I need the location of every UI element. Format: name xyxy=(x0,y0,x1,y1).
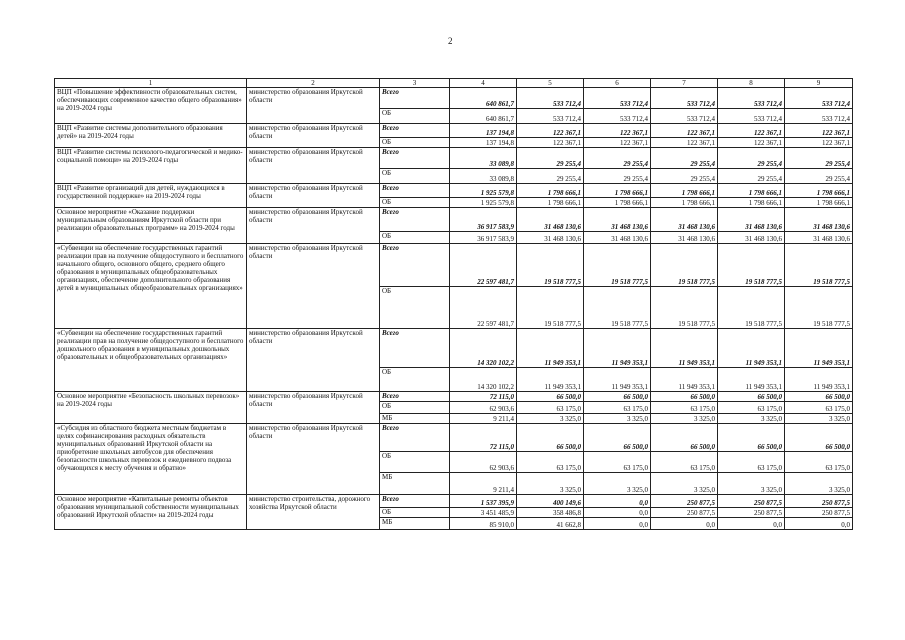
column-number-row xyxy=(55,79,853,88)
amount-cell: 66 500,0 xyxy=(651,392,718,402)
amount-cell: 33 089,8 xyxy=(450,169,517,184)
executor-cell: министерство образования Иркутской области xyxy=(247,208,380,244)
amount-cell: 22 597 481,7 xyxy=(450,244,517,287)
amount-cell: 3 325,0 xyxy=(785,414,853,424)
executor-cell: министерство образования Иркутской области xyxy=(247,424,380,495)
amount-cell: 29 255,4 xyxy=(785,148,853,169)
funding-source-cell: Всего xyxy=(380,329,450,368)
amount-cell: 250 877,5 xyxy=(785,508,853,518)
funding-source-cell: Всего xyxy=(380,208,450,232)
column-number: 7 xyxy=(651,79,718,88)
amount-cell: 31 468 130,6 xyxy=(651,232,718,244)
amount-cell: 533 712,4 xyxy=(584,109,651,124)
program-name-cell: ВЦП «Повышение эффективности образовательных систем, обеспечивающих современное качество общего образования» на 2019-2024 годы xyxy=(55,88,247,124)
executor-cell: министерство строительства, дорожного хозяйства Иркутской области xyxy=(247,495,380,530)
funding-source-cell: Всего xyxy=(380,244,450,287)
executor-cell: министерство образования Иркутской области xyxy=(247,184,380,208)
funding-source-cell: МБ xyxy=(380,414,450,424)
executor-cell: министерство образования Иркутской области xyxy=(247,88,380,124)
executor-cell: министерство образования Иркутской области xyxy=(247,392,380,424)
funding-source-cell: ОБ xyxy=(380,138,450,148)
amount-cell: 3 325,0 xyxy=(517,414,584,424)
amount-cell: 1 925 579,8 xyxy=(450,198,517,208)
amount-cell: 11 949 353,1 xyxy=(584,329,651,368)
amount-cell: 62 903,6 xyxy=(450,402,517,414)
funding-source-cell: МБ xyxy=(380,473,450,495)
funding-source-cell: ОБ xyxy=(380,169,450,184)
amount-cell: 33 089,8 xyxy=(450,148,517,169)
amount-cell: 31 468 130,6 xyxy=(718,232,785,244)
amount-cell: 11 949 353,1 xyxy=(651,329,718,368)
amount-cell: 19 518 777,5 xyxy=(517,287,584,329)
table-row xyxy=(55,329,853,368)
amount-cell: 0,0 xyxy=(785,518,853,530)
amount-cell: 29 255,4 xyxy=(785,169,853,184)
amount-cell: 31 468 130,6 xyxy=(517,232,584,244)
funding-source-cell: Всего xyxy=(380,88,450,109)
amount-cell: 3 325,0 xyxy=(517,473,584,495)
amount-cell: 0,0 xyxy=(584,518,651,530)
program-name-cell: «Субвенции на обеспечение государственных гарантий реализации прав на получение общедоступного и бесплатного начального общего, основного общего, среднего общего образования в муниципальных общеобразовательных организациях, обеспечение дополнительного образования детей в муниципальных общеобразовательных организациях» xyxy=(55,244,247,329)
amount-cell: 1 798 666,1 xyxy=(517,198,584,208)
table-row xyxy=(55,424,853,452)
amount-cell: 1 798 666,1 xyxy=(651,184,718,198)
amount-cell: 250 877,5 xyxy=(651,495,718,508)
amount-cell: 122 367,1 xyxy=(651,138,718,148)
page-number: 2 xyxy=(448,36,453,46)
program-name-cell: Основное мероприятие «Оказание поддержки муниципальным образованиям Иркутской области при реализации образовательных программ» на 2019-2024 годы xyxy=(55,208,247,244)
amount-cell: 9 211,4 xyxy=(450,414,517,424)
funding-source-cell: ОБ xyxy=(380,232,450,244)
amount-cell: 11 949 353,1 xyxy=(785,368,853,392)
table-row xyxy=(55,208,853,232)
amount-cell: 0,0 xyxy=(651,518,718,530)
amount-cell: 3 325,0 xyxy=(651,473,718,495)
amount-cell: 29 255,4 xyxy=(517,148,584,169)
amount-cell: 11 949 353,1 xyxy=(785,329,853,368)
amount-cell: 66 500,0 xyxy=(517,392,584,402)
amount-cell: 122 367,1 xyxy=(584,124,651,138)
amount-cell: 19 518 777,5 xyxy=(651,244,718,287)
amount-cell: 1 798 666,1 xyxy=(785,198,853,208)
funding-source-cell: ОБ xyxy=(380,368,450,392)
column-number: 6 xyxy=(584,79,651,88)
amount-cell: 533 712,4 xyxy=(584,88,651,109)
amount-cell: 122 367,1 xyxy=(517,124,584,138)
amount-cell: 1 798 666,1 xyxy=(517,184,584,198)
amount-cell: 358 486,8 xyxy=(517,508,584,518)
amount-cell: 1 798 666,1 xyxy=(584,198,651,208)
amount-cell: 63 175,0 xyxy=(718,452,785,473)
amount-cell: 122 367,1 xyxy=(785,138,853,148)
amount-cell: 36 917 583,9 xyxy=(450,232,517,244)
amount-cell: 533 712,4 xyxy=(651,109,718,124)
amount-cell: 31 468 130,6 xyxy=(584,208,651,232)
funding-source-cell: Всего xyxy=(380,392,450,402)
amount-cell: 19 518 777,5 xyxy=(785,244,853,287)
amount-cell: 36 917 583,9 xyxy=(450,208,517,232)
amount-cell: 250 877,5 xyxy=(718,495,785,508)
amount-cell: 3 325,0 xyxy=(718,473,785,495)
amount-cell: 63 175,0 xyxy=(584,452,651,473)
amount-cell: 66 500,0 xyxy=(785,424,853,452)
amount-cell: 533 712,4 xyxy=(785,109,853,124)
column-number: 4 xyxy=(450,79,517,88)
amount-cell: 66 500,0 xyxy=(584,392,651,402)
amount-cell: 533 712,4 xyxy=(517,109,584,124)
program-name-cell: Основное мероприятие «Безопасность школьных перевозок» на 2019-2024 годы xyxy=(55,392,247,424)
amount-cell: 63 175,0 xyxy=(785,452,853,473)
amount-cell: 22 597 481,7 xyxy=(450,287,517,329)
amount-cell: 19 518 777,5 xyxy=(584,244,651,287)
funding-source-cell: Всего xyxy=(380,424,450,452)
amount-cell: 640 861,7 xyxy=(450,88,517,109)
amount-cell: 29 255,4 xyxy=(718,148,785,169)
funding-source-cell: Всего xyxy=(380,148,450,169)
executor-cell: министерство образования Иркутской области xyxy=(247,244,380,329)
funding-source-cell: Всего xyxy=(380,124,450,138)
amount-cell: 533 712,4 xyxy=(651,88,718,109)
amount-cell: 14 320 102,2 xyxy=(450,329,517,368)
funding-source-cell: ОБ xyxy=(380,508,450,518)
funding-source-cell: ОБ xyxy=(380,109,450,124)
amount-cell: 31 468 130,6 xyxy=(584,232,651,244)
amount-cell: 66 500,0 xyxy=(785,392,853,402)
executor-cell: министерство образования Иркутской области xyxy=(247,329,380,392)
amount-cell: 250 877,5 xyxy=(785,495,853,508)
amount-cell: 11 949 353,1 xyxy=(517,329,584,368)
amount-cell: 29 255,4 xyxy=(651,169,718,184)
program-name-cell: ВЦП «Развитие системы дополнительного образования детей» на 2019-2024 годы xyxy=(55,124,247,148)
amount-cell: 1 925 579,8 xyxy=(450,184,517,198)
amount-cell: 66 500,0 xyxy=(651,424,718,452)
amount-cell: 11 949 353,1 xyxy=(584,368,651,392)
table-row xyxy=(55,124,853,138)
table-row xyxy=(55,495,853,508)
budget-table xyxy=(54,78,853,530)
executor-cell: министерство образования Иркутской области xyxy=(247,148,380,184)
column-number: 3 xyxy=(380,79,450,88)
amount-cell: 533 712,4 xyxy=(517,88,584,109)
amount-cell: 3 325,0 xyxy=(651,414,718,424)
amount-cell: 63 175,0 xyxy=(651,402,718,414)
funding-source-cell: ОБ xyxy=(380,287,450,329)
amount-cell: 31 468 130,6 xyxy=(651,208,718,232)
amount-cell: 31 468 130,6 xyxy=(785,208,853,232)
funding-source-cell: ОБ xyxy=(380,452,450,473)
amount-cell: 533 712,4 xyxy=(718,109,785,124)
amount-cell: 1 537 395,9 xyxy=(450,495,517,508)
amount-cell: 3 451 485,9 xyxy=(450,508,517,518)
amount-cell: 63 175,0 xyxy=(584,402,651,414)
amount-cell: 533 712,4 xyxy=(718,88,785,109)
amount-cell: 137 194,8 xyxy=(450,138,517,148)
amount-cell: 31 468 130,6 xyxy=(785,232,853,244)
amount-cell: 122 367,1 xyxy=(517,138,584,148)
amount-cell: 0,0 xyxy=(718,518,785,530)
amount-cell: 29 255,4 xyxy=(718,169,785,184)
amount-cell: 122 367,1 xyxy=(584,138,651,148)
amount-cell: 29 255,4 xyxy=(584,169,651,184)
program-name-cell: «Субсидия из областного бюджета местным бюджетам в целях софинансирования расходных обязательств муниципальных образований Иркутской области на приобретение школьных автобусов для обеспечения безопасности школьных перевозок и ежедневного подвоза обучающихся к месту обучения и обратно» xyxy=(55,424,247,495)
amount-cell: 0,0 xyxy=(584,495,651,508)
amount-cell: 400 149,6 xyxy=(517,495,584,508)
amount-cell: 3 325,0 xyxy=(584,414,651,424)
amount-cell: 3 325,0 xyxy=(718,414,785,424)
funding-source-cell: ОБ xyxy=(380,198,450,208)
amount-cell: 1 798 666,1 xyxy=(718,184,785,198)
executor-cell: министерство образования Иркутской области xyxy=(247,124,380,148)
amount-cell: 31 468 130,6 xyxy=(517,208,584,232)
amount-cell: 19 518 777,5 xyxy=(584,287,651,329)
column-number: 8 xyxy=(718,79,785,88)
amount-cell: 1 798 666,1 xyxy=(718,198,785,208)
table-row xyxy=(55,88,853,109)
amount-cell: 14 320 102,2 xyxy=(450,368,517,392)
amount-cell: 29 255,4 xyxy=(584,148,651,169)
amount-cell: 62 903,6 xyxy=(450,452,517,473)
program-name-cell: ВЦП «Развитие системы психолого-педагогической и медико-социальной помощи» на 2019-2024 годы xyxy=(55,148,247,184)
funding-source-cell: ОБ xyxy=(380,402,450,414)
amount-cell: 1 798 666,1 xyxy=(785,184,853,198)
amount-cell: 85 910,0 xyxy=(450,518,517,530)
amount-cell: 250 877,5 xyxy=(651,508,718,518)
amount-cell: 19 518 777,5 xyxy=(785,287,853,329)
funding-source-cell: Всего xyxy=(380,495,450,508)
amount-cell: 3 325,0 xyxy=(584,473,651,495)
amount-cell: 29 255,4 xyxy=(517,169,584,184)
program-name-cell: Основное мероприятие «Капитальные ремонты объектов образования муниципальной собственности муниципальных образований Иркутской области» на 2019-2024 годы xyxy=(55,495,247,530)
funding-source-cell: МБ xyxy=(380,518,450,530)
amount-cell: 72 115,0 xyxy=(450,392,517,402)
amount-cell: 63 175,0 xyxy=(517,452,584,473)
funding-source-cell: Всего xyxy=(380,184,450,198)
table-row xyxy=(55,184,853,198)
amount-cell: 1 798 666,1 xyxy=(651,198,718,208)
amount-cell: 122 367,1 xyxy=(718,138,785,148)
amount-cell: 19 518 777,5 xyxy=(718,244,785,287)
amount-cell: 66 500,0 xyxy=(718,392,785,402)
amount-cell: 31 468 130,6 xyxy=(718,208,785,232)
program-name-cell: ВЦП «Развитие организаций для детей, нуждающихся в государственной поддержке» на 2019-2024 годы xyxy=(55,184,247,208)
amount-cell: 72 115,0 xyxy=(450,424,517,452)
table-row xyxy=(55,244,853,287)
amount-cell: 122 367,1 xyxy=(785,124,853,138)
amount-cell: 63 175,0 xyxy=(651,452,718,473)
amount-cell: 19 518 777,5 xyxy=(651,287,718,329)
amount-cell: 11 949 353,1 xyxy=(718,329,785,368)
amount-cell: 66 500,0 xyxy=(517,424,584,452)
table-row xyxy=(55,148,853,169)
amount-cell: 1 798 666,1 xyxy=(584,184,651,198)
amount-cell: 11 949 353,1 xyxy=(651,368,718,392)
amount-cell: 533 712,4 xyxy=(785,88,853,109)
amount-cell: 9 211,4 xyxy=(450,473,517,495)
amount-cell: 137 194,8 xyxy=(450,124,517,138)
amount-cell: 11 949 353,1 xyxy=(718,368,785,392)
amount-cell: 63 175,0 xyxy=(785,402,853,414)
column-number: 2 xyxy=(247,79,380,88)
amount-cell: 11 949 353,1 xyxy=(517,368,584,392)
amount-cell: 122 367,1 xyxy=(718,124,785,138)
amount-cell: 29 255,4 xyxy=(651,148,718,169)
amount-cell: 19 518 777,5 xyxy=(718,287,785,329)
amount-cell: 66 500,0 xyxy=(718,424,785,452)
amount-cell: 63 175,0 xyxy=(517,402,584,414)
table-row xyxy=(55,392,853,402)
amount-cell: 122 367,1 xyxy=(651,124,718,138)
column-number: 5 xyxy=(517,79,584,88)
column-number: 9 xyxy=(785,79,853,88)
program-name-cell: «Субвенции на обеспечение государственных гарантий реализации прав на получение общедоступного и бесплатного дошкольного образования в муниципальных дошкольных образовательных и общеобразовательных организациях» xyxy=(55,329,247,392)
amount-cell: 66 500,0 xyxy=(584,424,651,452)
amount-cell: 0,0 xyxy=(584,508,651,518)
amount-cell: 63 175,0 xyxy=(718,402,785,414)
amount-cell: 41 662,8 xyxy=(517,518,584,530)
amount-cell: 19 518 777,5 xyxy=(517,244,584,287)
amount-cell: 250 877,5 xyxy=(718,508,785,518)
amount-cell: 640 861,7 xyxy=(450,109,517,124)
column-number: 1 xyxy=(55,79,247,88)
amount-cell: 3 325,0 xyxy=(785,473,853,495)
